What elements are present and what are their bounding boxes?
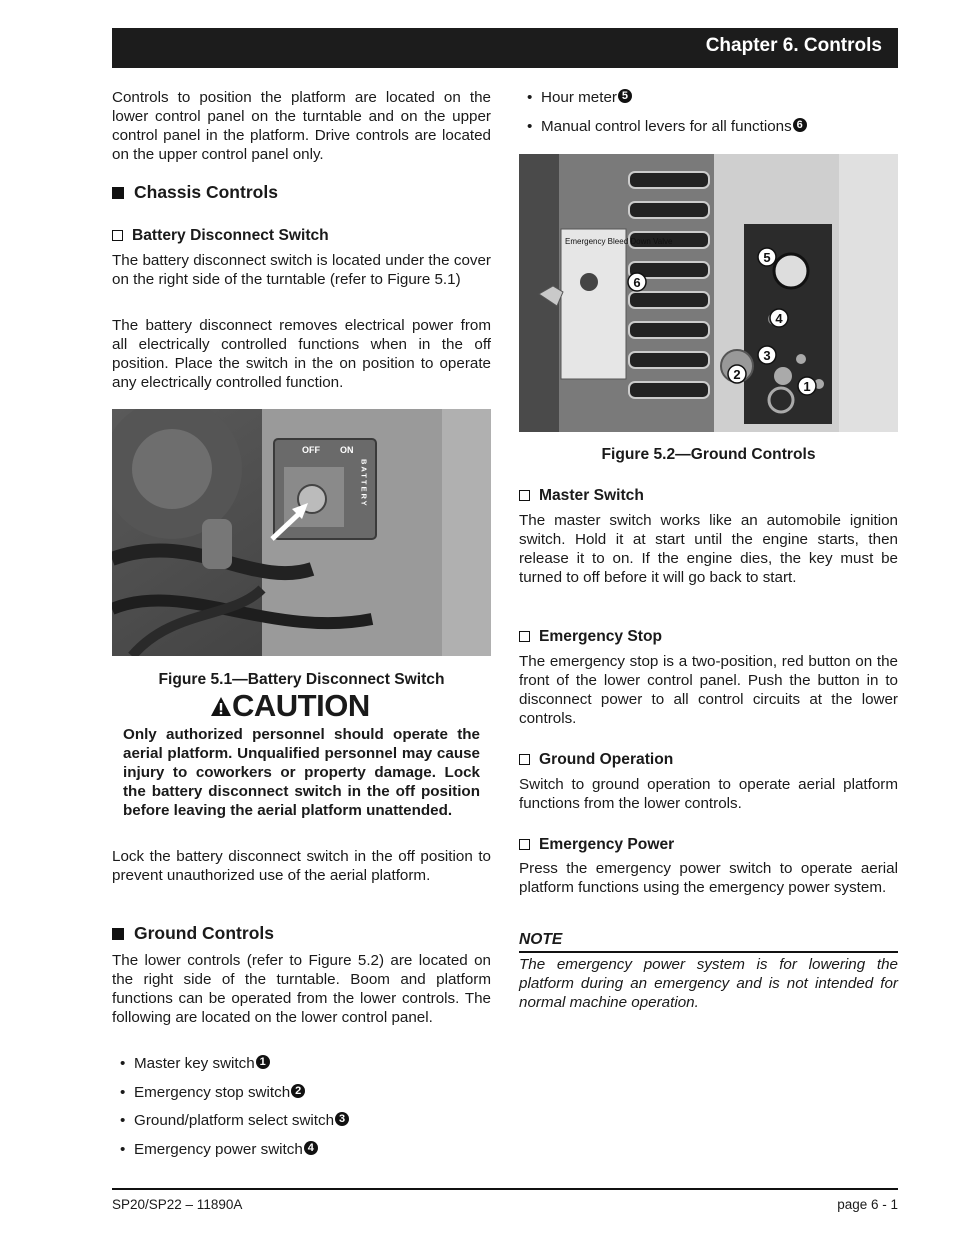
list-item: • Ground/platform select switch 3 xyxy=(112,1111,491,1140)
checkbox-square-icon xyxy=(519,754,530,765)
list-item: • Master key switch 1 xyxy=(112,1054,491,1083)
callout-number: 2 xyxy=(291,1084,305,1098)
emergency-stop-paragraph: The emergency stop is a two-position, red button on the front of the lower control panel. Push the button in to disconnect power to all control circuits at the lower controls. xyxy=(519,653,898,727)
filled-square-icon xyxy=(112,928,124,940)
footer-model: SP20/SP22 – 11890A xyxy=(112,1197,243,1212)
battery-vertical-label: BATTERY xyxy=(359,459,369,508)
battery-switch-illustration xyxy=(112,409,491,656)
caution-title: CAUTION xyxy=(210,688,370,724)
valve-label: Emergency Bleed Down Valve xyxy=(565,237,673,246)
switch-on-label: ON xyxy=(340,445,354,455)
callout-number: 3 xyxy=(335,1112,349,1126)
ground-controls-paragraph: The lower controls (refer to Figure 5.2) are located on the right side of the turntable. Boom and platform functions can be operated from the lower controls. The following are located on the lower control panel. xyxy=(112,952,491,1026)
callout-number: 4 xyxy=(304,1141,318,1155)
filled-square-icon xyxy=(112,187,124,199)
intro-paragraph: Controls to position the platform are located on the lower control panel on the turntable and on the upper control panel in the platform. Drive controls are located on the upper control panel only. xyxy=(112,89,491,163)
list-item: • Hour meter 5 xyxy=(519,88,898,117)
marker-6: 6 xyxy=(633,275,641,290)
battery-paragraph-2: The battery disconnect removes electrical power from all electrically controlled functions when in the off position. Place the switch in the on position to operate any electrically controlled function. xyxy=(112,317,491,391)
lock-paragraph: Lock the battery disconnect switch in the off position to prevent unauthorized use of the aerial platform. xyxy=(112,848,491,884)
checkbox-square-icon xyxy=(519,631,530,642)
battery-switch-photo xyxy=(112,409,491,656)
note-text: The emergency power system is for lowering the platform during an emergency and is not intended for normal machine operation. xyxy=(519,956,898,1011)
marker-3: 3 xyxy=(763,348,771,363)
caution-text: Only authorized personnel should operate the aerial platform. Unqualified personnel may cause injury to coworkers or property damage. Lock the battery disconnect switch in the off position before leaving the aerial platform unattended. xyxy=(123,726,480,819)
footer-page-number: page 6 - 1 xyxy=(837,1197,898,1212)
marker-1: 1 xyxy=(803,379,811,394)
list-item: • Emergency power switch 4 xyxy=(112,1140,491,1169)
switch-off-label: OFF xyxy=(302,445,320,455)
right-list xyxy=(519,88,898,145)
marker-5: 5 xyxy=(763,250,771,265)
ground-controls-list xyxy=(112,1054,491,1168)
ground-controls-heading: Ground Controls xyxy=(112,924,491,943)
marker-2: 2 xyxy=(733,367,741,382)
callout-number: 6 xyxy=(793,118,807,132)
master-switch-heading: Master Switch xyxy=(519,486,898,505)
warning-triangle-icon xyxy=(210,696,232,717)
list-item: • Manual control levers for all functions 6 xyxy=(519,117,898,146)
note-box xyxy=(519,930,898,1012)
checkbox-square-icon xyxy=(112,230,123,241)
ground-operation-heading: Ground Operation xyxy=(519,750,898,769)
emergency-stop-heading: Emergency Stop xyxy=(519,627,898,646)
chapter-title: Chapter 6. Controls xyxy=(705,35,882,56)
chapter-header xyxy=(112,28,898,68)
list-item: • Emergency stop switch 2 xyxy=(112,1083,491,1112)
chassis-controls-heading: Chassis Controls xyxy=(112,183,491,202)
master-switch-paragraph: The master switch works like an automobile ignition switch. Hold it at start until the engine starts, then release it to on. If the engine dies, the key must be turned to off before it will go back to start. xyxy=(519,512,898,586)
ground-operation-paragraph: Switch to ground operation to operate aerial platform functions from the lower controls. xyxy=(519,776,898,812)
battery-paragraph-1: The battery disconnect switch is located under the cover on the right side of the turntable (refer to Figure 5.1) xyxy=(112,252,491,288)
ground-controls-photo xyxy=(519,154,898,432)
callout-number: 5 xyxy=(618,89,632,103)
callout-number: 1 xyxy=(256,1055,270,1069)
figure-5-2-caption: Figure 5.2—Ground Controls xyxy=(601,446,816,463)
checkbox-square-icon xyxy=(519,839,530,850)
ground-controls-illustration xyxy=(519,154,898,432)
marker-4: 4 xyxy=(775,311,783,326)
figure-5-1-caption: Figure 5.1—Battery Disconnect Switch xyxy=(158,671,445,688)
emergency-power-paragraph: Press the emergency power switch to operate aerial platform functions using the emergency power system. xyxy=(519,860,898,896)
emergency-power-heading: Emergency Power xyxy=(519,835,898,854)
checkbox-square-icon xyxy=(519,490,530,501)
note-heading: NOTE xyxy=(519,930,898,953)
footer-rule xyxy=(112,1188,898,1190)
battery-disconnect-heading: Battery Disconnect Switch xyxy=(112,226,491,245)
